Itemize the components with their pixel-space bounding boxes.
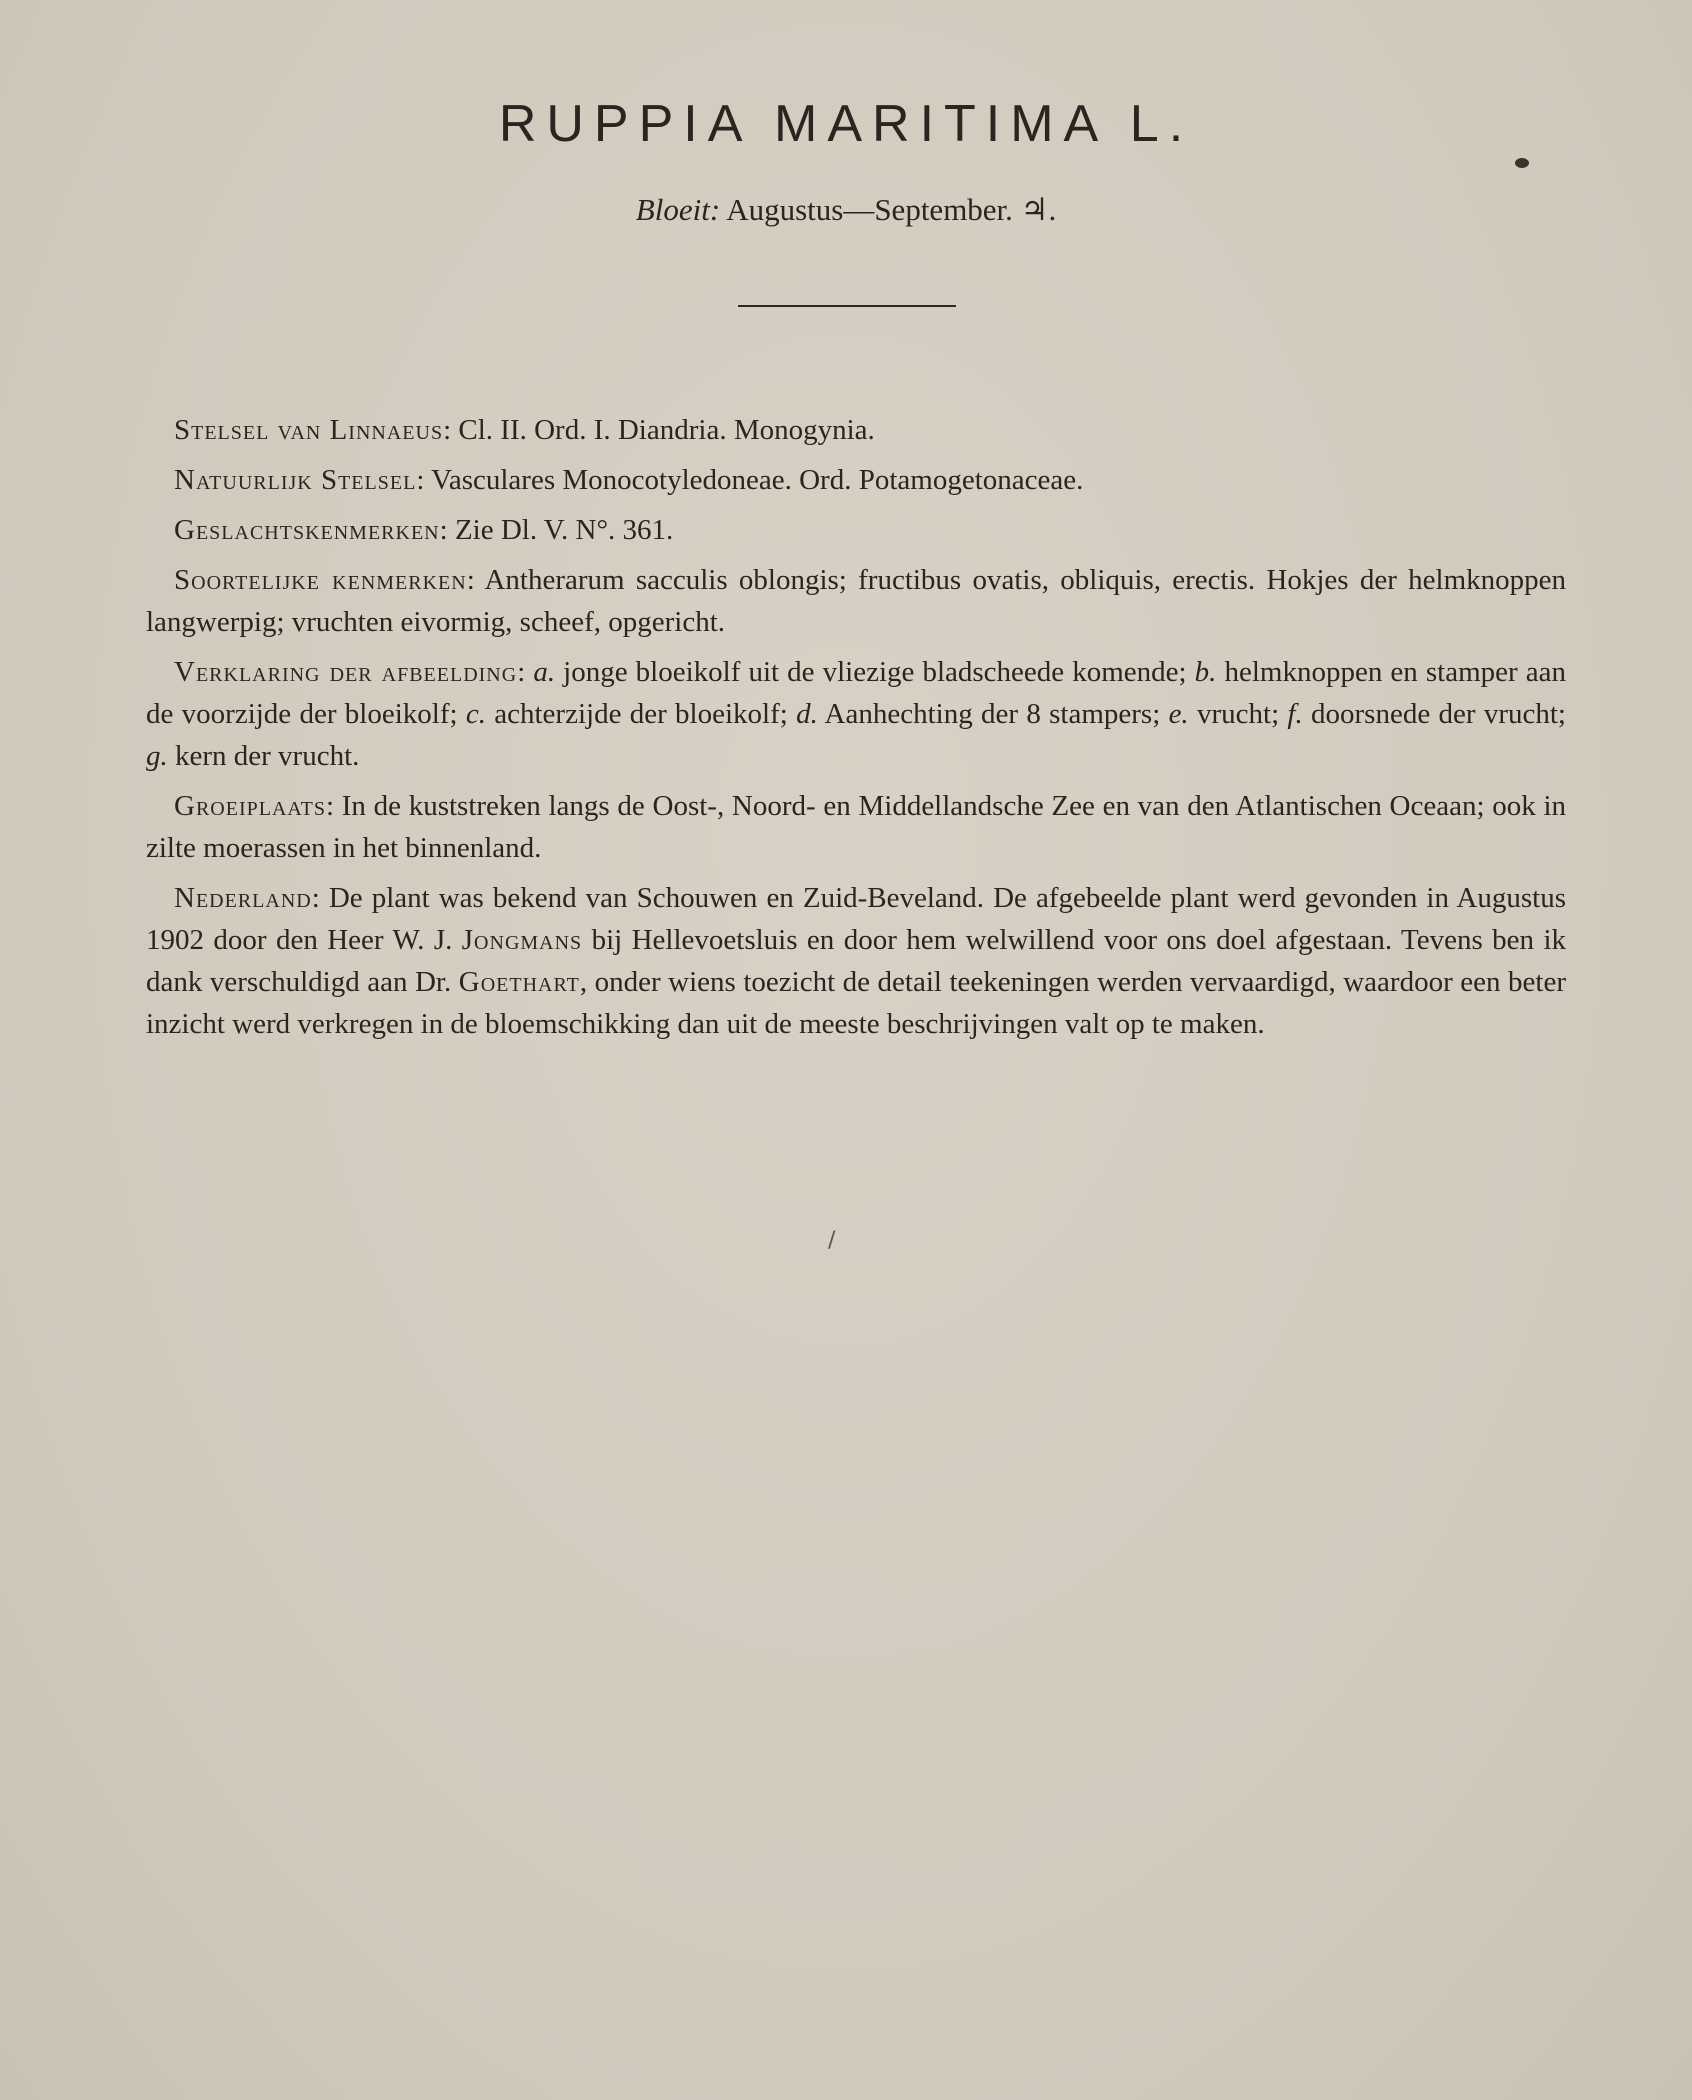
para-natural-system: Natuurlijk Stelsel: Vasculares Monocotyledoneae. Ord. Potamogetonaceae. — [174, 464, 1084, 496]
para-label: Groeiplaats — [174, 790, 326, 822]
page-title: RUPPIA MARITIMA L. — [498, 95, 1194, 153]
para-linnaeus: Stelsel van Linnaeus: Cl. II. Ord. I. Diandria. Monogynia. — [174, 414, 875, 446]
para-figure-explanation: Verklaring der afbeelding: a. jonge bloeikolf uit de vliezige bladscheede komende; b. helmknoppen en stamper aan de voorzijde der bloeikolf; c. achterzijde der bloeikolf; d. Aanhechting der 8 stampers; e. vrucht; f. doorsnede der vrucht; g. kern der vrucht. — [146, 656, 1566, 772]
person-name: Jongmans — [461, 924, 583, 956]
para-label: Soortelijke kenmerken — [174, 564, 467, 596]
para-species-characters: Soortelijke kenmerken: Antherarum sacculis oblongis; fructibus ovatis, obliquis, erectis. Hokjes der helmknoppen langwerpig; vruchten eivormig, scheef, opgericht. — [146, 564, 1566, 638]
para-text: In de kuststreken langs de Oost-, Noord- en Middellandsche Zee en van den Atlantischen Oceaan; ook in zilte moerassen in het binnenland. — [146, 790, 1566, 864]
para-label: Verklaring der afbeelding — [174, 656, 518, 688]
para-habitat: Groeiplaats: In de kuststreken langs de Oost-, Noord- en Middellandsche Zee en van den Atlantischen Oceaan; ook in zilte moerassen in het binnenland. — [146, 790, 1566, 864]
person-name: Goethart — [458, 966, 580, 998]
para-label: Nederland — [174, 882, 312, 914]
para-text: Vasculares Monocotyledoneae. Ord. Potamogetonaceae. — [431, 464, 1084, 496]
para-netherlands: Nederland: De plant was bekend van Schouwen en Zuid-Beveland. De afgebeelde plant werd gevonden in Augustus 1902 door den Heer W. J. Jongmans bij Hellevoetsluis en door hem welwillend voor ons doel afgestaan. Tevens ben ik dank verschuldigd aan Dr. Goethart, onder wiens toezicht de detail teekeningen werden vervaardigd, waardoor een beter inzicht werd verkregen in de bloemschikking dan uit de meeste beschrijvingen valt op te maken. — [146, 882, 1567, 1040]
divider-rule — [738, 305, 956, 307]
bloom-label: Bloeit: — [635, 192, 721, 227]
bloom-value: Augustus—September. ♃. — [726, 192, 1057, 227]
ink-speck — [1515, 158, 1529, 168]
bloom-line — [0, 192, 1692, 228]
stray-mark: / — [828, 1228, 836, 1253]
description-body — [146, 409, 1566, 1053]
para-genus-characters: Geslachtskenmerken: Zie Dl. V. N°. 361. — [174, 514, 674, 546]
para-text: Cl. II. Ord. I. Diandria. Monogynia. — [458, 414, 875, 446]
para-text: Antherarum sacculis oblongis; fructibus ovatis, obliquis, erectis. Hokjes der helmknoppen langwerpig; vruchten eivormig, scheef, opgericht. — [146, 564, 1566, 638]
para-text: Zie Dl. V. N°. 361. — [454, 514, 674, 546]
para-label: Natuurlijk Stelsel — [174, 464, 417, 496]
para-label: Geslachtskenmerken — [174, 514, 440, 546]
para-label: Stelsel van Linnaeus — [174, 414, 444, 446]
